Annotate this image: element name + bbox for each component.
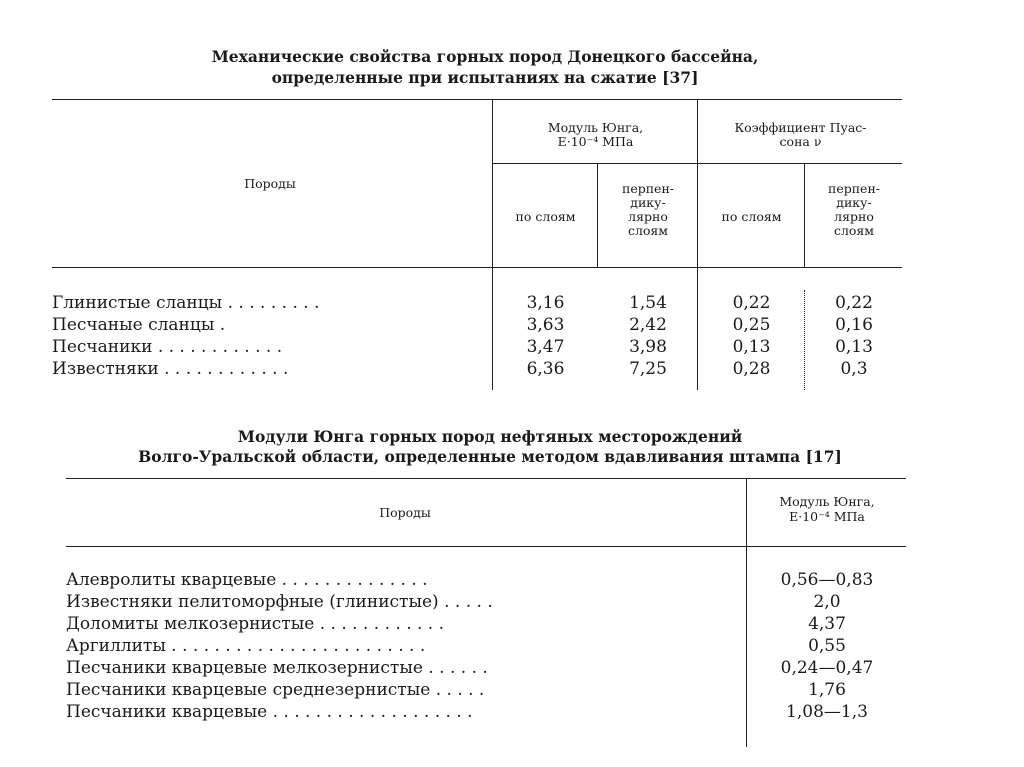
table1-cell-nu-perp: 0,16	[835, 315, 873, 335]
table1-cell-nu-along: 0,25	[732, 315, 771, 335]
leader-dots: . . . . . . . . .	[227, 293, 320, 313]
table2-title-line2: Волго-Уральской области, определенные методом вдавливания штампа [17]	[138, 447, 842, 466]
leader-dots: . . . . . . . . . . . . . .	[281, 570, 428, 590]
table1-cell-nu-along: 0,13	[732, 337, 771, 357]
table2-cell-value: 0,55	[808, 636, 846, 656]
table1-cell-nu-along: 0,28	[732, 359, 771, 379]
table2-cell-value: 0,56—0,83	[780, 570, 874, 590]
table1-cell-nu-along: 0,22	[732, 293, 771, 313]
table1-title-line1: Механические свойства горных пород Донецкого бассейна,	[211, 47, 759, 66]
table1-vrule-3	[697, 100, 698, 390]
table2-header-young-line1: Модуль Юнга,	[779, 494, 875, 509]
table1-row-name: Глинистые сланцы . . . . . . . . .	[52, 293, 320, 313]
table1-cell-e-along: 3,47	[526, 337, 565, 357]
table1-sub-perp-poisson: перпен- дику- лярно слоям	[827, 181, 880, 238]
leader-dots: . . . . . .	[428, 658, 488, 678]
table2-cell-value: 2,0	[813, 592, 841, 612]
table1-top-rule	[52, 99, 902, 100]
leader-dots: . . . . . . . . . . . .	[157, 337, 283, 357]
table1-row-name: Известняки . . . . . . . . . . . .	[52, 359, 289, 379]
table2-cell-value: 0,24—0,47	[780, 658, 874, 678]
leader-dots: . . . . .	[435, 680, 485, 700]
leader-dots: . . . . . . . . . . . . . . . . . . . . . . . .	[171, 636, 426, 656]
table1-sub-perp-young: перпен- дику- лярно слоям	[621, 181, 674, 238]
leader-dots: . . . . .	[444, 592, 493, 612]
table2-row-name: Известняки пелитоморфные (глинистые) . . . . .	[66, 592, 493, 612]
table1-header-poisson-line2: сона ν	[779, 134, 822, 149]
table2-header-rocks: Породы	[379, 505, 431, 520]
table2-row-name: Песчаники кварцевые мелкозернистые . . . . . .	[66, 658, 488, 678]
table1-header-young-line2: E·10⁻⁴ МПа	[557, 134, 634, 149]
table2-cell-value: 1,76	[808, 680, 846, 700]
table2-header-rule	[66, 546, 906, 547]
table2-row-name: Аргиллиты . . . . . . . . . . . . . . . . . . . . . . . .	[66, 636, 426, 656]
table1-vrule-2	[597, 164, 598, 268]
table1-header-young-line1: Модуль Юнга,	[547, 120, 644, 135]
table2-cell-value: 4,37	[808, 614, 846, 634]
table1-header-rule	[52, 267, 902, 268]
table1-header-rocks: Породы	[244, 176, 296, 191]
table2-header-young-line2: E·10⁻⁴ МПа	[789, 509, 865, 524]
leader-dots: . . . . . . . . . . . . . . . . . . .	[272, 702, 473, 722]
leader-dots: . . . . . . . . . . . .	[164, 359, 289, 379]
table1-cell-e-perp: 2,42	[629, 315, 667, 335]
table1-vrule-1	[492, 100, 493, 390]
table2-top-rule	[66, 478, 906, 479]
table1-cell-nu-perp: 0,3	[840, 359, 868, 379]
table2-row-name: Алевролиты кварцевые . . . . . . . . . . . . . .	[66, 570, 428, 590]
table2-cell-value: 1,08—1,3	[786, 702, 868, 722]
table1-cell-e-along: 3,63	[526, 315, 565, 335]
table1-cell-nu-perp: 0,13	[835, 337, 873, 357]
table1-header-poisson-line1: Коэффициент Пуас-	[734, 120, 867, 135]
leader-dots: .	[219, 315, 226, 335]
table2-row-name: Песчаники кварцевые среднезернистые . . . . .	[66, 680, 485, 700]
table1-sub-along-young: по слоям	[515, 209, 576, 224]
table1-vrule-5	[804, 290, 805, 390]
table1-title-line2: определенные при испытаниях на сжатие [37]	[271, 68, 699, 87]
table1-vrule-4	[804, 164, 805, 268]
table1-cell-e-perp: 1,54	[629, 293, 667, 313]
table1-cell-e-along: 3,16	[526, 293, 565, 313]
table2-vrule	[746, 479, 747, 747]
table1-cell-e-perp: 3,98	[629, 337, 667, 357]
leader-dots: . . . . . . . . . . . .	[319, 614, 445, 634]
table2-row-name: Песчаники кварцевые . . . . . . . . . . . . . . . . . . .	[66, 702, 473, 722]
table2-row-name: Доломиты мелкозернистые . . . . . . . . . . . .	[66, 614, 445, 634]
table1-sub-along-poisson: по слоям	[721, 209, 782, 224]
table1-cell-e-along: 6,36	[526, 359, 565, 379]
table1-row-name: Песчаники . . . . . . . . . . . .	[52, 337, 283, 357]
table1-cell-e-perp: 7,25	[629, 359, 667, 379]
table1-row-name: Песчаные сланцы .	[52, 315, 226, 335]
table2-title-line1: Модули Юнга горных пород нефтяных месторождений	[237, 427, 743, 446]
table1-cell-nu-perp: 0,22	[835, 293, 873, 313]
